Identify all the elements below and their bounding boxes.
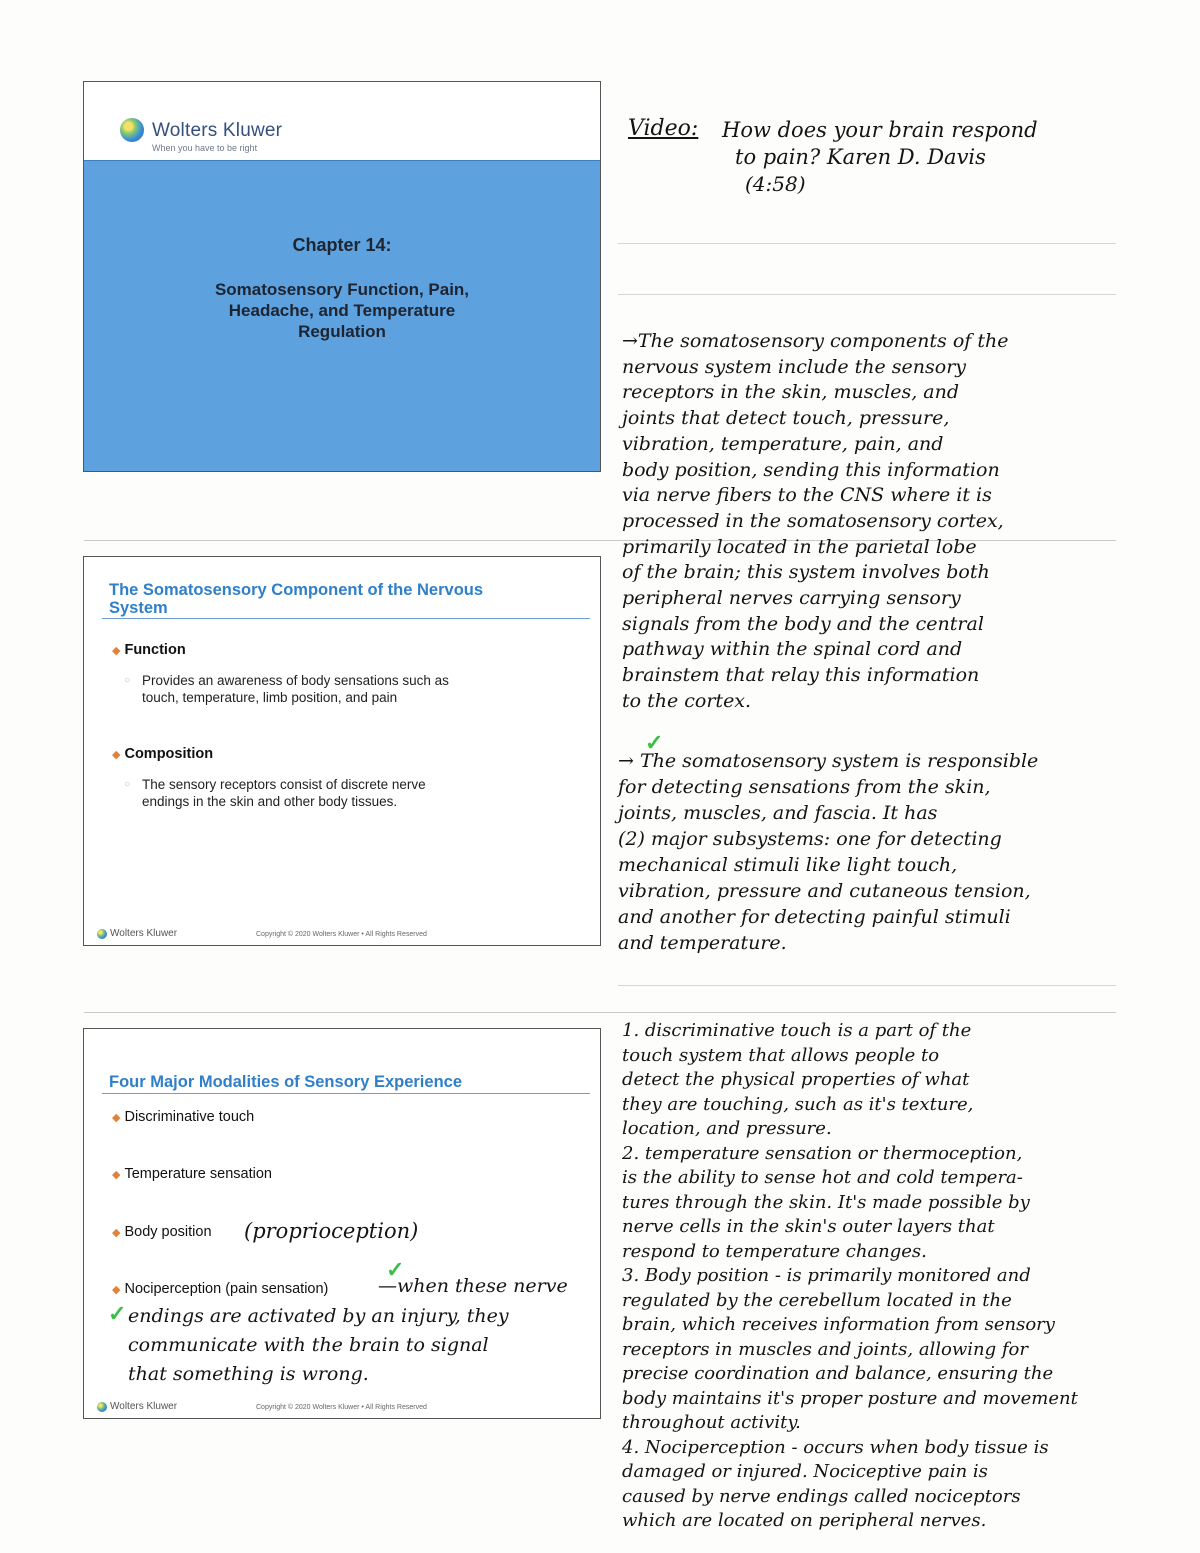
- handwritten-note-line: 4. Nociperception - occurs when body tissue is: [622, 1436, 1049, 1458]
- handwritten-note-line: touch system that allows people to: [622, 1044, 940, 1066]
- handwritten-note-line: respond to temperature changes.: [622, 1240, 927, 1262]
- handwritten-note-line: → The somatosensory system is responsible: [618, 750, 1039, 772]
- handwritten-note-line: precise coordination and balance, ensuring the: [622, 1363, 1054, 1384]
- video-title: to pain? Karen D. Davis: [735, 145, 986, 169]
- handwritten-proprioception: (proprioception): [244, 1219, 419, 1243]
- handwritten-note-line: they are touching, such as it's texture,: [622, 1093, 974, 1115]
- modality-item: ◆ Body position: [112, 1224, 212, 1240]
- modality-item: ◆ Nociperception (pain sensation): [112, 1281, 329, 1297]
- diamond-bullet-icon: ◆: [112, 1284, 121, 1296]
- handwritten-noci-note: communicate with the brain to signal: [128, 1334, 489, 1356]
- handwritten-note-line: detect the physical properties of what: [622, 1069, 970, 1090]
- handwritten-note-line: pathway within the spinal cord and: [622, 638, 963, 661]
- handwritten-note-line: is the ability to sense hot and cold tempera-: [622, 1167, 1023, 1188]
- handwritten-note-line: nervous system include the sensory: [622, 355, 967, 378]
- handwritten-note-line: processed in the somatosensory cortex,: [622, 509, 1004, 532]
- handwritten-noci-note: —when these nerve: [378, 1275, 568, 1297]
- handwritten-note-line: →The somatosensory components of the: [622, 330, 1009, 352]
- handwritten-note-line: 2. temperature sensation or thermoception,: [622, 1142, 1023, 1164]
- handwritten-note-line: joints that detect touch, pressure,: [622, 407, 950, 430]
- handwritten-note-line: 1. discriminative touch is a part of the: [622, 1020, 972, 1041]
- handwritten-note-line: body maintains it's proper posture and movement: [622, 1387, 1078, 1409]
- footer-logo: Wolters Kluwer: [110, 928, 177, 939]
- circle-bullet-icon: ○: [124, 779, 131, 790]
- handwritten-note-line: joints, muscles, and fascia. It has: [618, 802, 938, 824]
- handwritten-noci-note: that something is wrong.: [128, 1363, 369, 1385]
- diamond-bullet-icon: ◆: [112, 645, 121, 657]
- logo-tagline: When you have to be right: [152, 143, 258, 153]
- wolters-kluwer-globe-icon: [97, 1402, 107, 1412]
- slide-four-modalities: [83, 1028, 601, 1419]
- handwritten-note-line: of the brain; this system involves both: [622, 561, 990, 584]
- video-label: Video:: [628, 116, 699, 141]
- handwritten-note-line: regulated by the cerebellum located in the: [622, 1289, 1012, 1311]
- slide-heading: The Somatosensory Component of the Nervous System: [109, 581, 484, 617]
- handwritten-note-line: body position, sending this information: [622, 458, 1000, 481]
- slide-somatosensory-component: [83, 556, 601, 946]
- handwritten-note-line: (2) major subsystems: one for detecting: [618, 828, 1002, 850]
- handwritten-note-line: caused by nerve endings called nociceptors: [622, 1485, 1021, 1507]
- handwritten-note-line: tures through the skin. It's made possible by: [622, 1191, 1030, 1213]
- handwritten-note-line: brain, which receives information from sensory: [622, 1314, 1055, 1335]
- check-mark-icon: ✓: [386, 1257, 405, 1282]
- slide-heading: Four Major Modalities of Sensory Experience: [109, 1073, 463, 1091]
- handwritten-note-line: throughout activity.: [622, 1412, 801, 1433]
- handwritten-note-line: and another for detecting painful stimuli: [618, 906, 1011, 928]
- handwritten-note-line: receptors in muscles and joints, allowing for: [622, 1338, 1029, 1360]
- handwritten-note-line: via nerve fibers to the CNS where it is: [622, 484, 992, 507]
- video-duration: (4:58): [745, 172, 806, 196]
- handwritten-note-line: brainstem that relay this information: [622, 664, 980, 687]
- chapter-title: Somatosensory Function, Pain, Headache, and Temperature Regulation: [214, 280, 470, 341]
- composition-bullet: ◆ Composition: [112, 746, 214, 762]
- handwritten-note-line: signals from the body and the central: [622, 612, 984, 635]
- handwritten-note-line: vibration, temperature, pain, and: [622, 432, 944, 455]
- handwritten-note-line: and temperature.: [618, 932, 787, 954]
- diamond-bullet-icon: ◆: [112, 1227, 121, 1239]
- handwritten-note-line: peripheral nerves carrying sensory: [622, 587, 961, 609]
- handwritten-note-line: vibration, pressure and cutaneous tension,: [618, 880, 1031, 902]
- footer-logo: Wolters Kluwer: [110, 1401, 177, 1412]
- handwritten-note-line: receptors in the skin, muscles, and: [622, 381, 960, 404]
- footer-copyright: Copyright © 2020 Wolters Kluwer • All Rights Reserved: [256, 1404, 427, 1411]
- handwritten-note-line: which are located on peripheral nerves.: [622, 1510, 987, 1531]
- diamond-bullet-icon: ◆: [112, 1112, 121, 1124]
- title-panel: [84, 160, 600, 471]
- logo-text: Wolters Kluwer: [152, 120, 283, 141]
- slide-separator-2: [84, 1012, 1116, 1013]
- check-mark-icon: ✓: [108, 1301, 127, 1326]
- diamond-bullet-icon: ◆: [112, 1169, 121, 1181]
- chapter-number: Chapter 14:: [292, 235, 392, 255]
- handwritten-note-line: damaged or injured. Nociceptive pain is: [622, 1461, 988, 1482]
- footer-copyright: Copyright © 2020 Wolters Kluwer • All Rights Reserved: [256, 931, 427, 938]
- function-text: ○ Provides an awareness of body sensations such as touch, temperature, limb position, and pain: [124, 673, 449, 705]
- function-bullet: ◆ Function: [112, 642, 186, 658]
- slide-title: [83, 81, 601, 472]
- handwritten-note-line: mechanical stimuli like light touch,: [618, 854, 958, 876]
- handwritten-note-line: primarily located in the parietal lobe: [622, 535, 977, 558]
- diamond-bullet-icon: ◆: [112, 749, 121, 761]
- modality-item: ◆ Discriminative touch: [112, 1109, 255, 1125]
- handwritten-noci-note: endings are activated by an injury, they: [128, 1305, 509, 1327]
- modality-item: ◆ Temperature sensation: [112, 1166, 272, 1182]
- check-mark-icon: ✓: [645, 730, 664, 755]
- wolters-kluwer-globe-icon: [97, 929, 107, 939]
- handwritten-note-line: location, and pressure.: [622, 1118, 832, 1139]
- wolters-kluwer-globe-icon: [120, 118, 144, 142]
- composition-text: ○ The sensory receptors consist of discrete nerve endings in the skin and other body tissues.: [124, 777, 426, 809]
- handwritten-note-line: 3. Body position - is primarily monitored and: [622, 1265, 1031, 1286]
- handwritten-note-line: to the cortex.: [622, 689, 752, 712]
- video-title: How does your brain respond: [722, 118, 1038, 142]
- circle-bullet-icon: ○: [124, 675, 131, 686]
- handwritten-note-line: for detecting sensations from the skin,: [618, 776, 991, 798]
- handwritten-note-line: nerve cells in the skin's outer layers that: [622, 1216, 995, 1237]
